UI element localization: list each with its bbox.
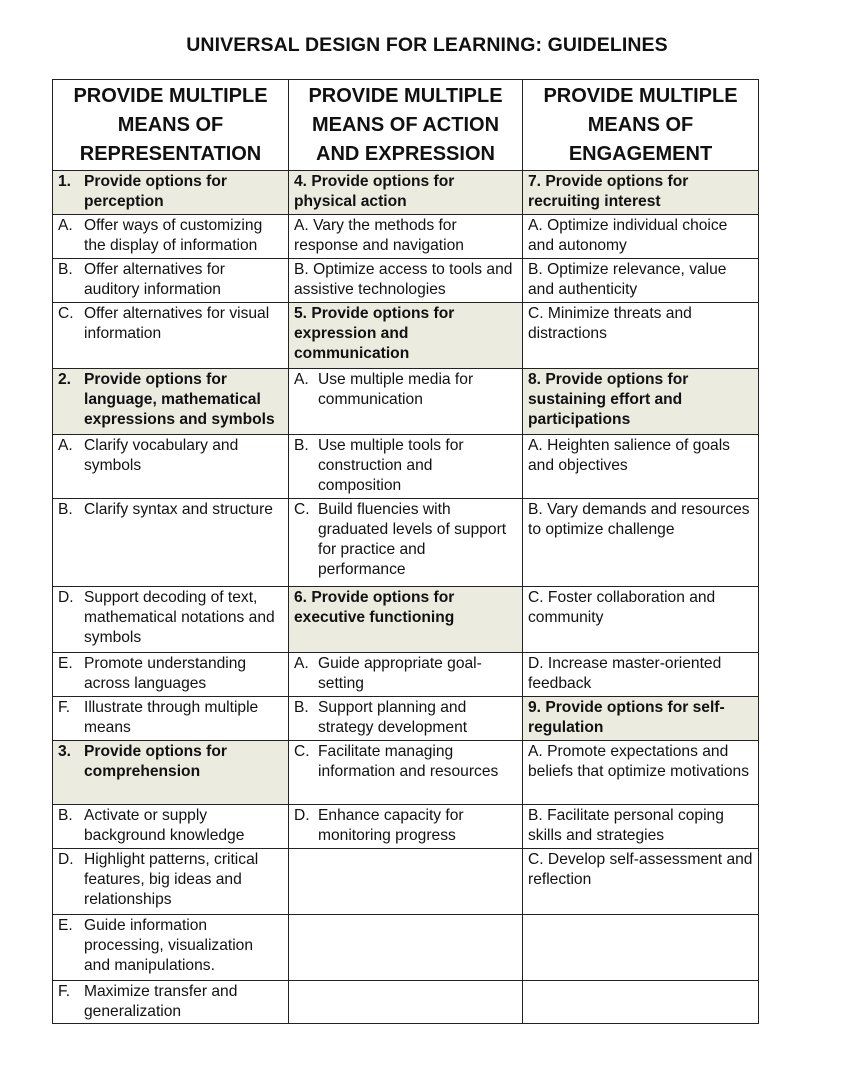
guideline-1 [53, 171, 289, 215]
item-number: 3. [58, 743, 72, 760]
item-label: E. [58, 655, 73, 672]
item-label: A. [58, 217, 73, 234]
item-number: 1. [58, 173, 72, 190]
checkpoint-cell: A. Heighten salience of goals and objectives [523, 435, 759, 499]
item-text: Offer alternatives for visual information [84, 305, 270, 342]
checkpoint-cell [289, 653, 523, 697]
table-row [53, 259, 759, 303]
checkpoint-cell: B. Optimize access to tools and assistive technologies [289, 259, 523, 303]
item-label: D. [294, 807, 310, 824]
guideline-5: 5. Provide options for expression and communication [289, 303, 523, 369]
empty-cell [289, 915, 523, 981]
item-text: Guide appropriate goal-setting [318, 655, 482, 692]
empty-cell [523, 915, 759, 981]
item-number: 2. [58, 371, 72, 388]
item-label: A. [58, 437, 73, 454]
item-text: Provide options for language, mathematical expressions and symbols [84, 371, 275, 428]
page-title: UNIVERSAL DESIGN FOR LEARNING: GUIDELINES [186, 34, 668, 56]
checkpoint-cell: C. Develop self-assessment and reflection [523, 849, 759, 915]
table-row [53, 303, 759, 369]
item-text: Use multiple tools for construction and composition [318, 437, 464, 494]
item-label: D. [58, 589, 74, 606]
table-row [53, 171, 759, 215]
item-text: Provide options for perception [84, 173, 227, 210]
header-row [53, 80, 759, 171]
item-text: Activate or supply background knowledge [84, 807, 245, 844]
guideline-9: 9. Provide options for self-regulation [523, 697, 759, 741]
item-label: C. [58, 305, 74, 322]
checkpoint-cell: A. Promote expectations and beliefs that optimize motivations [523, 741, 759, 805]
checkpoint-cell [289, 741, 523, 805]
checkpoint-cell: D. Increase master-oriented feedback [523, 653, 759, 697]
item-text: Highlight patterns, critical features, big ideas and relationships [84, 851, 259, 908]
table-row [53, 915, 759, 981]
table-row [53, 653, 759, 697]
guideline-2 [53, 369, 289, 435]
header-representation: PROVIDE MULTIPLE MEANS OF REPRESENTATION [53, 80, 289, 171]
item-text: Use multiple media for communication [318, 371, 474, 408]
checkpoint-cell [53, 499, 289, 587]
checkpoint-cell [289, 499, 523, 587]
checkpoint-cell: B. Vary demands and resources to optimize challenge [523, 499, 759, 587]
table-row [53, 435, 759, 499]
table-row [53, 587, 759, 653]
item-label: A. [294, 371, 309, 388]
item-label: B. [294, 437, 309, 454]
checkpoint-cell [289, 697, 523, 741]
checkpoint-cell: C. Minimize threats and distractions [523, 303, 759, 369]
item-text: Support decoding of text, mathematical notations and symbols [84, 589, 275, 646]
item-text: Promote understanding across languages [84, 655, 247, 692]
item-text: Clarify syntax and structure [84, 501, 273, 518]
item-text: Maximize transfer and generalization [84, 983, 238, 1020]
item-text: Support planning and strategy development [318, 699, 468, 736]
header-action-expression: PROVIDE MULTIPLE MEANS OF ACTION AND EXPRESSION [289, 80, 523, 171]
checkpoint-cell [53, 805, 289, 849]
item-text: Illustrate through multiple means [84, 699, 259, 736]
item-text: Provide options for comprehension [84, 743, 227, 780]
item-label: C. [294, 743, 310, 760]
checkpoint-cell [53, 653, 289, 697]
guideline-3 [53, 741, 289, 805]
table-row [53, 369, 759, 435]
checkpoint-cell [53, 259, 289, 303]
checkpoint-cell [53, 435, 289, 499]
table-row [53, 499, 759, 587]
guideline-8: 8. Provide options for sustaining effort and participations [523, 369, 759, 435]
checkpoint-cell [53, 981, 289, 1024]
item-label: A. [294, 655, 309, 672]
checkpoint-cell: A. Vary the methods for response and navigation [289, 215, 523, 259]
item-label: D. [58, 851, 74, 868]
item-text: Offer alternatives for auditory information [84, 261, 225, 298]
checkpoint-cell [53, 587, 289, 653]
table-row [53, 697, 759, 741]
item-label: F. [58, 983, 71, 1000]
item-text: Clarify vocabulary and symbols [84, 437, 239, 474]
checkpoint-cell [289, 369, 523, 435]
item-text: Guide information processing, visualization and manipulations. [84, 917, 254, 974]
table-row [53, 215, 759, 259]
header-engagement: PROVIDE MULTIPLE MEANS OF ENGAGEMENT [523, 80, 759, 171]
checkpoint-cell: C. Foster collaboration and community [523, 587, 759, 653]
item-text: Offer ways of customizing the display of information [84, 217, 263, 254]
item-text: Build fluencies with graduated levels of support for practice and performance [318, 501, 507, 578]
item-text: Facilitate managing information and resources [318, 743, 499, 780]
guidelines-table [52, 79, 759, 1024]
guideline-7: 7. Provide options for recruiting interest [523, 171, 759, 215]
item-label: B. [58, 807, 73, 824]
checkpoint-cell: B. Optimize relevance, value and authenticity [523, 259, 759, 303]
checkpoint-cell [289, 805, 523, 849]
item-label: B. [58, 261, 73, 278]
checkpoint-cell: B. Facilitate personal coping skills and strategies [523, 805, 759, 849]
table-row [53, 981, 759, 1024]
item-label: F. [58, 699, 71, 716]
checkpoint-cell [53, 215, 289, 259]
item-label: B. [294, 699, 309, 716]
item-label: E. [58, 917, 73, 934]
checkpoint-cell [53, 697, 289, 741]
table-row [53, 741, 759, 805]
checkpoint-cell [53, 303, 289, 369]
empty-cell [289, 849, 523, 915]
item-label: C. [294, 501, 310, 518]
item-label: B. [58, 501, 73, 518]
guideline-6: 6. Provide options for executive functioning [289, 587, 523, 653]
table-row [53, 849, 759, 915]
empty-cell [289, 981, 523, 1024]
empty-cell [523, 981, 759, 1024]
guideline-4: 4. Provide options for physical action [289, 171, 523, 215]
checkpoint-cell [53, 849, 289, 915]
checkpoint-cell [289, 435, 523, 499]
table-row [53, 805, 759, 849]
item-text: Enhance capacity for monitoring progress [318, 807, 464, 844]
checkpoint-cell [53, 915, 289, 981]
checkpoint-cell: A. Optimize individual choice and autonomy [523, 215, 759, 259]
